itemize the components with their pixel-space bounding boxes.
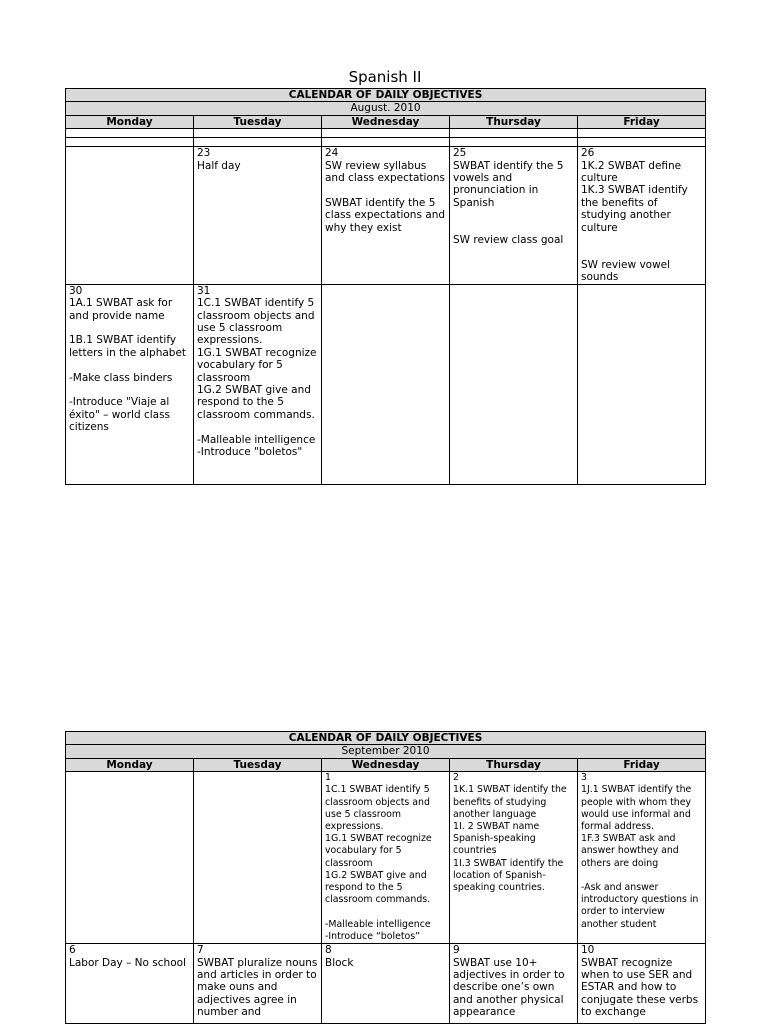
day-cell-thu <box>450 284 578 484</box>
week-row <box>66 147 706 284</box>
day-header-wednesday: Wednesday <box>322 115 450 128</box>
document-title: Spanish II <box>348 68 422 86</box>
day-cell-wed: 1 1C.1 SWBAT identify 5 classroom objects and use 5 classroom expressions. 1G.1 SWBAT recognize vocabulary for 5 classroom 1G.2 SWBAT give and respond to the 5 classroom commands. -Malleable intelligence -Introduce “boletos” <box>322 772 450 944</box>
august-calendar-table <box>65 88 706 485</box>
day-cell-wed <box>322 284 450 484</box>
day-header-thursday: Thursday <box>450 758 578 771</box>
week-row <box>66 944 706 1024</box>
day-header-tuesday: Tuesday <box>194 115 322 128</box>
day-cell-mon: 6 Labor Day – No school <box>66 944 194 1024</box>
calendar-month: August. 2010 <box>66 102 706 115</box>
day-cell-fri: 26 1K.2 SWBAT define culture 1K.3 SWBAT identify the benefits of studying another culture SW review vowel sounds <box>578 147 706 284</box>
day-cell-tue <box>194 772 322 944</box>
calendar-header: CALENDAR OF DAILY OBJECTIVES <box>66 732 706 745</box>
day-cell-thu: 25 SWBAT identify the 5 vowels and pronunciation in Spanish SW review class goal <box>450 147 578 284</box>
day-cell-tue: 31 1C.1 SWBAT identify 5 classroom objects and use 5 classroom expressions. 1G.1 SWBAT recognize vocabulary for 5 classroom 1G.2 SWBAT give and respond to the 5 classroom commands. -Malleable intelligence -Introduce "boletos" <box>194 284 322 484</box>
day-cell-wed: 24 SW review syllabus and class expectations SWBAT identify the 5 class expectations and why they exist <box>322 147 450 284</box>
day-header-monday: Monday <box>66 115 194 128</box>
day-header-monday: Monday <box>66 758 194 771</box>
september-calendar-table <box>65 731 706 1024</box>
day-cell-mon <box>66 772 194 944</box>
calendar-header: CALENDAR OF DAILY OBJECTIVES <box>66 89 706 102</box>
day-cell-wed: 8 Block <box>322 944 450 1024</box>
day-cell-fri: 3 1J.1 SWBAT identify the people with whom they would use informal and formal address. 1F.3 SWBAT ask and answer howthey and others are doing -Ask and answer introductory questions in order to interview another student <box>578 772 706 944</box>
week-row <box>66 284 706 484</box>
week-row <box>66 772 706 944</box>
calendar-month: September 2010 <box>66 745 706 758</box>
day-cell-mon <box>66 147 194 284</box>
day-cell-thu: 2 1K.1 SWBAT identify the benefits of studying another language 1I. 2 SWBAT name Spanish-speaking countries 1I.3 SWBAT identify the location of Spanish-speaking countries. <box>450 772 578 944</box>
day-cell-fri <box>578 284 706 484</box>
day-header-thursday: Thursday <box>450 115 578 128</box>
weekday-header-row <box>66 758 706 771</box>
day-header-wednesday: Wednesday <box>322 758 450 771</box>
blank-row <box>66 138 706 147</box>
weekday-header-row <box>66 115 706 128</box>
day-header-friday: Friday <box>578 758 706 771</box>
day-cell-mon: 30 1A.1 SWBAT ask for and provide name 1B.1 SWBAT identify letters in the alphabet -Make class binders -Introduce "Viaje al éxito" – world class citizens <box>66 284 194 484</box>
day-cell-fri: 10 SWBAT recognize when to use SER and ESTAR and how to conjugate these verbs to exchange <box>578 944 706 1024</box>
day-header-friday: Friday <box>578 115 706 128</box>
day-cell-thu: 9 SWBAT use 10+ adjectives in order to describe one’s own and another physical appearance <box>450 944 578 1024</box>
day-cell-tue: 23 Half day <box>194 147 322 284</box>
day-cell-tue: 7 SWBAT pluralize nouns and articles in order to make ouns and adjectives agree in number and <box>194 944 322 1024</box>
day-header-tuesday: Tuesday <box>194 758 322 771</box>
blank-row <box>66 129 706 138</box>
